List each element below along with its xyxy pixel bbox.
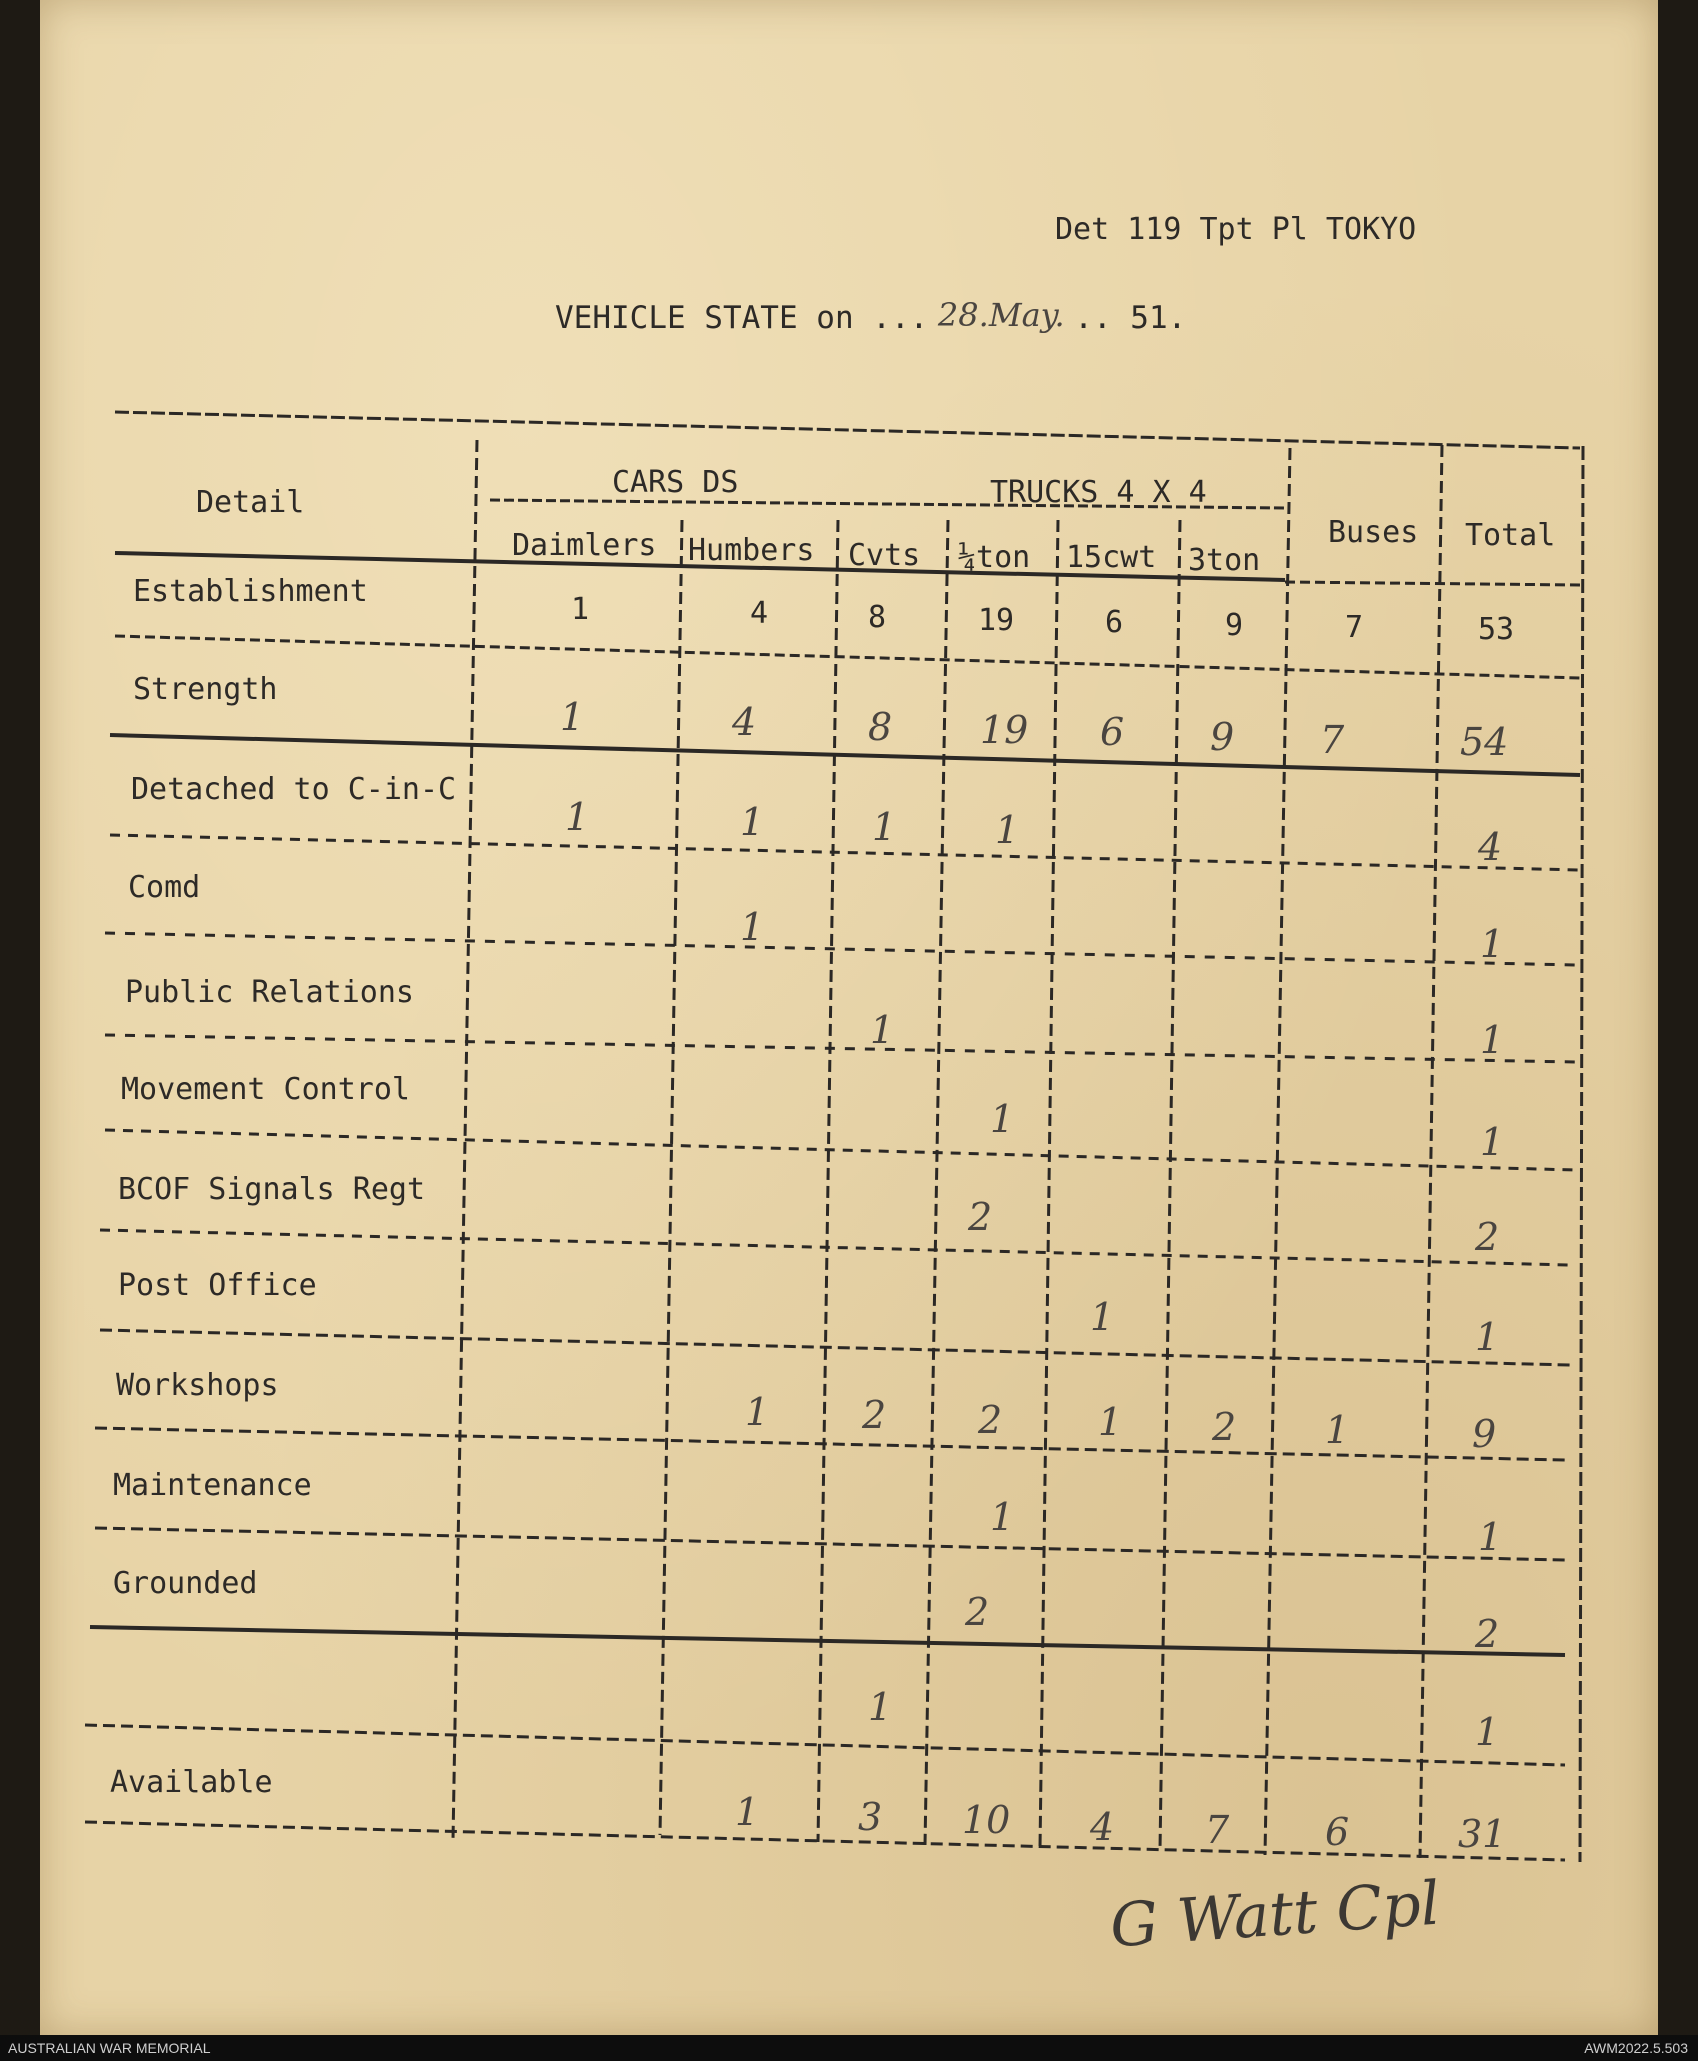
row-label-movement-control: Movement Control [121, 1072, 410, 1107]
cell-value: 9 [1472, 1412, 1497, 1456]
cell-value: 4 [732, 700, 757, 744]
cell-value: 19 [980, 708, 1029, 752]
cell-value: 4 [1090, 1805, 1115, 1849]
column-header-daimlers: Daimlers [512, 528, 657, 563]
title-prefix: VEHICLE STATE on ... [555, 300, 929, 336]
group-header-trucks: TRUCKS 4 X 4 [990, 475, 1207, 510]
cell-value: 6 [1325, 1810, 1350, 1854]
cell-value: 2 [968, 1195, 993, 1239]
cell-value: 1 [990, 1495, 1015, 1539]
cell-value: 4 [750, 596, 769, 631]
cell-value: 1 [745, 1390, 770, 1434]
row-label-maintenance: Maintenance [113, 1468, 312, 1503]
title-suffix: .. 51. [1074, 300, 1187, 336]
group-header-cars: CARS DS [612, 465, 739, 500]
cell-value: 1 [1480, 1018, 1505, 1062]
cell-value: 54 [1460, 720, 1509, 764]
column-header-total: Total [1465, 518, 1556, 553]
cell-value: 2 [978, 1398, 1003, 1442]
column-header-15cwt: 15cwt [1066, 540, 1157, 575]
column-header-humbers: Humbers [688, 533, 815, 568]
cell-value: 9 [1225, 608, 1244, 643]
cell-value: 1 [1098, 1400, 1123, 1444]
column-header-buses: Buses [1328, 515, 1419, 550]
cell-value: 1 [1480, 922, 1505, 966]
cell-value: 53 [1478, 612, 1515, 647]
cell-value: 1 [1475, 1315, 1500, 1359]
cell-value: 2 [965, 1590, 990, 1634]
row-label-comd: Comd [128, 870, 201, 905]
row-label-grounded: Grounded [113, 1566, 258, 1601]
cell-value: 7 [1205, 1808, 1230, 1852]
cell-value: 2 [862, 1393, 887, 1437]
row-label-detached: Detached to C-in-C [131, 772, 457, 807]
cell-value: 1 [1480, 1120, 1505, 1164]
cell-value: 2 [1475, 1215, 1500, 1259]
row-label-bcof-signals: BCOF Signals Regt [118, 1172, 426, 1207]
cell-value: 8 [868, 600, 887, 635]
cell-value: 7 [1320, 718, 1345, 762]
cell-value: 1 [1475, 1710, 1500, 1754]
cell-value: 4 [1478, 825, 1503, 869]
archive-footer [0, 2035, 1698, 2061]
cell-value: 1 [571, 592, 590, 627]
detail-header: Detail [196, 485, 305, 520]
cell-value: 1 [740, 905, 765, 949]
row-label-strength: Strength [133, 672, 278, 707]
row-label-available: Available [110, 1765, 273, 1800]
row-label-establishment: Establishment [133, 574, 368, 609]
cell-value: 1 [870, 1008, 895, 1052]
cell-value: 1 [868, 1685, 893, 1729]
cell-value: 1 [560, 695, 585, 739]
title-date: 28.May. [937, 296, 1065, 334]
cell-value: 2 [1212, 1405, 1237, 1449]
archive-footer-left: AUSTRALIAN WAR MEMORIAL [8, 2040, 211, 2056]
cell-value: 1 [995, 808, 1020, 852]
cell-value: 10 [962, 1798, 1011, 1842]
cell-value: 1 [735, 1790, 760, 1834]
cell-value: 1 [1090, 1295, 1115, 1339]
column-header-quarter-ton: ¼ton [958, 540, 1031, 575]
column-header-cvts: Cvts [848, 538, 921, 573]
cell-value: 1 [740, 800, 765, 844]
cell-value: 2 [1475, 1612, 1500, 1656]
cell-value: 1 [565, 795, 590, 839]
signature: G Watt Cpl [1107, 1868, 1443, 1962]
cell-value: 1 [990, 1097, 1015, 1141]
archive-footer-right: AWM2022.5.503 [1584, 2040, 1688, 2056]
unit-heading: Det 119 Tpt Pl TOKYO [1055, 212, 1417, 247]
cell-value: 1 [1325, 1408, 1350, 1452]
cell-value: 9 [1210, 715, 1235, 759]
cell-value: 3 [858, 1795, 883, 1839]
row-label-public-relations: Public Relations [125, 975, 414, 1010]
row-label-workshops: Workshops [116, 1368, 279, 1403]
cell-value: 19 [978, 603, 1015, 638]
cell-value: 1 [872, 805, 897, 849]
cell-value: 31 [1458, 1812, 1507, 1856]
column-header-3ton: 3ton [1188, 543, 1261, 578]
cell-value: 1 [1478, 1515, 1503, 1559]
cell-value: 7 [1345, 610, 1364, 645]
cell-value: 8 [868, 705, 893, 749]
cell-value: 6 [1100, 710, 1125, 754]
cell-value: 6 [1105, 605, 1124, 640]
row-label-post-office: Post Office [118, 1268, 317, 1303]
